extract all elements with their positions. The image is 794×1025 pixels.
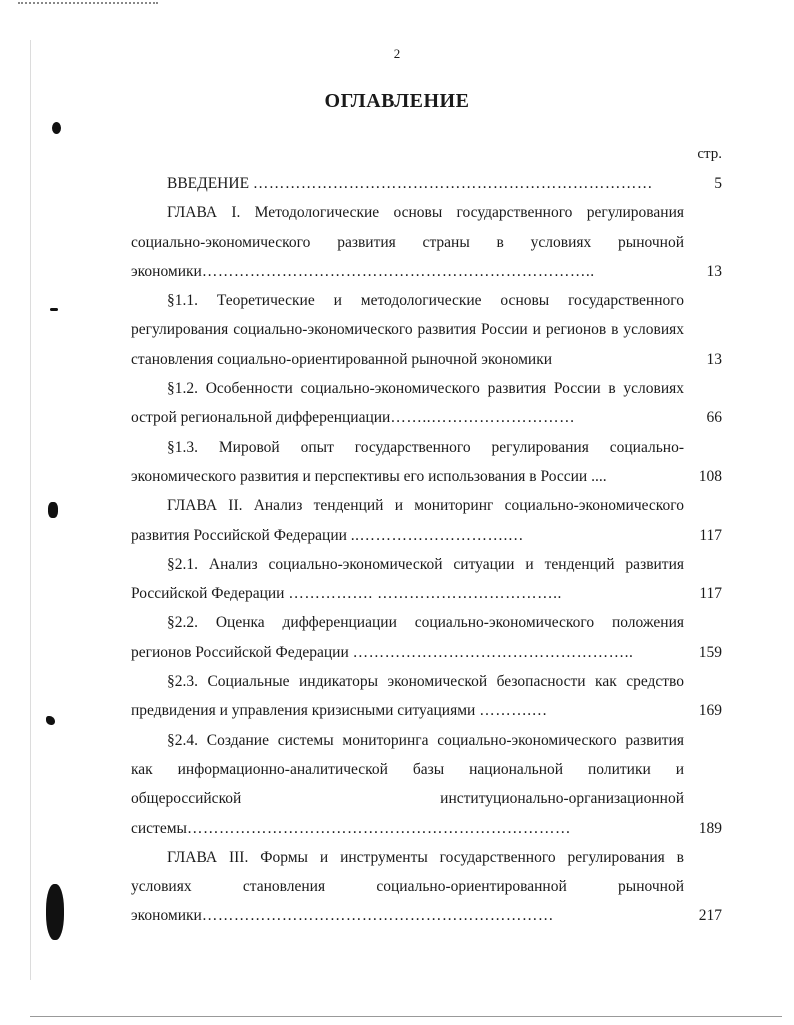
scan-speck	[46, 716, 55, 725]
toc-entry	[131, 433, 722, 492]
toc-entry	[131, 169, 722, 198]
leader-dots: ……..………………………	[390, 409, 576, 427]
toc-entry	[131, 286, 722, 374]
leader-dots: ..……………………….…	[350, 526, 524, 544]
toc-entry	[131, 667, 722, 726]
toc-entry-text: ГЛАВА I. Методологические основы государственного регулирования социально-экономического развития страны в условиях рыночной экономики	[131, 204, 684, 280]
scan-speck	[46, 884, 64, 940]
scan-speck	[52, 122, 61, 134]
toc-entry-text: ГЛАВА III. Формы и инструменты государственного регулирования в условиях становления социально-ориентированной рыночной экономики	[131, 848, 684, 925]
toc-entry-page: 13	[706, 262, 722, 280]
pages-column-header: стр.	[697, 146, 722, 162]
scan-edge-top	[18, 2, 158, 7]
toc-entry	[131, 198, 722, 286]
scan-speck	[48, 502, 58, 518]
toc-entry-page: 217	[698, 907, 722, 925]
leader-dots: ……………………………………………..	[352, 643, 634, 661]
toc-entry	[131, 608, 722, 667]
toc-entry-page: 117	[699, 526, 722, 544]
leader-dots: ……….…	[479, 702, 548, 720]
leader-dots: …………………………………………………………	[201, 907, 554, 925]
toc-entry	[131, 374, 722, 433]
leader-dots: ……………. ……………………………..	[288, 585, 562, 603]
toc-entry-page: 159	[698, 643, 722, 661]
toc-entry	[131, 726, 722, 843]
leader-dots: ………………………………………………………………	[186, 819, 571, 837]
toc-entry-text: §2.1. Анализ социально-экономической ситуации и тенденций развития Российской Федерации	[131, 555, 684, 603]
scan-speck	[50, 308, 58, 311]
toc-entry-text: §1.1. Теоретические и методологические основы государственного регулирования социально-экономического развития России и регионов в условиях становления социально-ориентированной рыночной экономики	[131, 292, 684, 368]
leader-dots: …………………………………………………………………	[252, 175, 653, 192]
page-number: 2	[393, 46, 401, 61]
scan-edge-left	[30, 40, 31, 980]
toc-entry-page: 117	[699, 585, 722, 603]
page-title: ОГЛАВЛЕНИЕ	[324, 90, 470, 112]
toc-entry-text: §1.3. Мировой опыт государственного регулирования социально-экономического развития и перспективы его использования в России ....	[131, 438, 684, 485]
toc-entry	[131, 843, 722, 931]
toc-entry-text: ГЛАВА II. Анализ тенденций и мониторинг социально-экономического развития Российской Федерации	[131, 497, 684, 544]
toc-entry-page: 5	[714, 175, 722, 192]
toc-entry-page: 169	[698, 702, 722, 720]
toc-entry	[131, 491, 722, 550]
toc-entry	[131, 550, 722, 609]
toc-entry-text: §2.4. Создание системы мониторинга социально-экономического развития как информационно-аналитической базы национальной политики и общероссийской институционально-организационной системы	[131, 731, 684, 837]
toc-entry-page: 108	[698, 467, 722, 485]
toc-entry-text: ВВЕДЕНИЕ	[167, 175, 250, 192]
toc-entry-text: §2.3. Социальные индикаторы экономической безопасности как средство предвидения и управления кризисными ситуациями	[131, 673, 684, 720]
toc-entry-page: 66	[706, 409, 722, 427]
toc-entry-text: §1.2. Особенности социально-экономического развития России в условиях острой региональной дифференциации	[131, 380, 684, 427]
scan-edge-bottom	[30, 1016, 782, 1017]
table-of-contents	[131, 169, 722, 931]
toc-entry-text: §2.2. Оценка дифференциации социально-экономического положения регионов Российской Федерации	[131, 614, 684, 661]
toc-entry-page: 13	[706, 350, 722, 368]
leader-dots: ………………………………………………………………..	[201, 262, 595, 280]
toc-entry-page: 189	[698, 819, 722, 837]
